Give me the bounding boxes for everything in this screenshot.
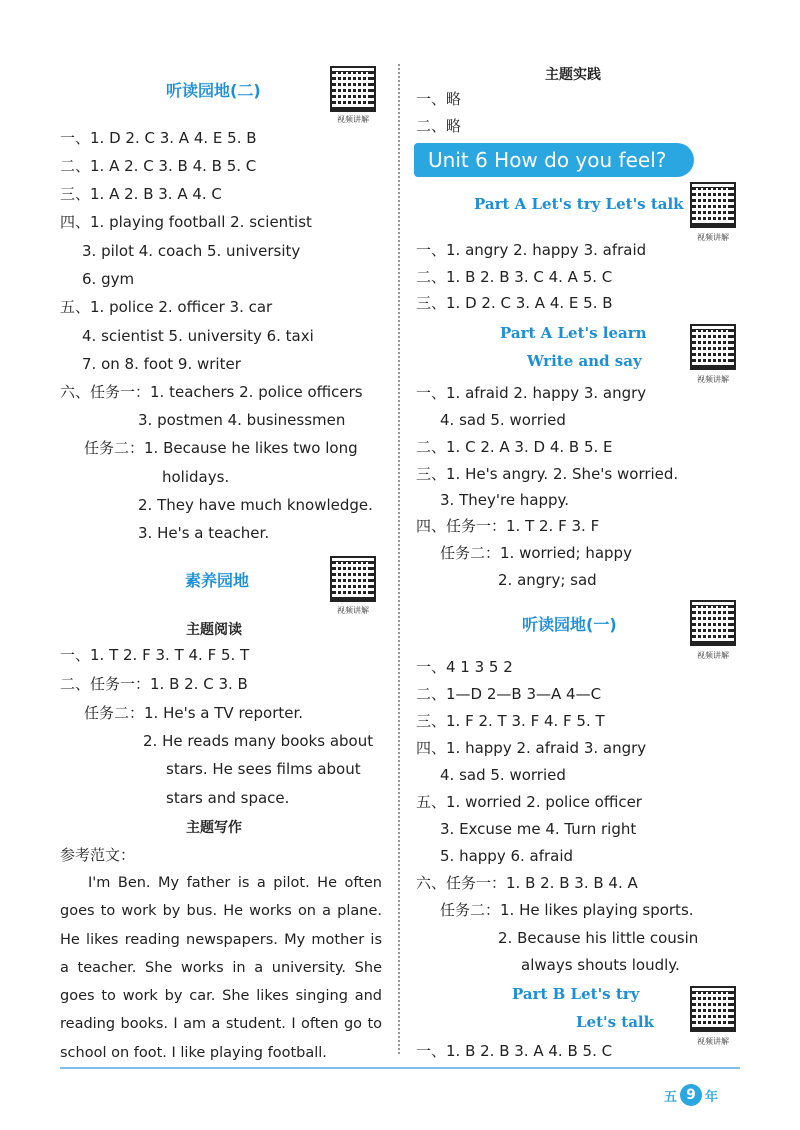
- answer-line: 六、任务一：1. teachers 2. police officers: [60, 383, 363, 401]
- qr-code-icon[interactable]: [690, 182, 736, 228]
- sample-label: 参考范文：: [60, 846, 136, 864]
- grade-label: 五: [664, 1089, 678, 1105]
- part-header: Part A Let's learn: [500, 324, 647, 342]
- answer-line: 5. happy 6. afraid: [440, 847, 574, 865]
- column-divider: [398, 64, 400, 1054]
- answer-line: 2. Because his little cousin: [498, 929, 699, 947]
- answer-line: 一、1. D 2. C 3. A 4. E 5. B: [60, 129, 257, 147]
- answer-line: holidays.: [162, 468, 230, 486]
- subheading-practice: 主题实践: [545, 67, 601, 83]
- answer-line: 四、任务一：1. T 2. F 3. F: [416, 517, 600, 535]
- qr-code-icon[interactable]: [690, 324, 736, 370]
- qr-code-icon[interactable]: [690, 986, 736, 1032]
- answer-line: 一、略: [416, 90, 462, 108]
- part-header: Let's talk: [576, 1013, 655, 1031]
- answer-line: 4. sad 5. worried: [440, 766, 566, 784]
- answer-line: 4. sad 5. worried: [440, 411, 566, 429]
- answer-line: 4. scientist 5. university 6. taxi: [82, 327, 314, 345]
- answer-line: 一、1. B 2. B 3. A 4. B 5. C: [416, 1042, 613, 1060]
- answer-line: 五、1. worried 2. police officer: [416, 793, 642, 811]
- qr-caption: 视频讲解: [697, 651, 729, 660]
- page-number: [664, 1083, 718, 1107]
- section-title-literacy: 素养园地: [185, 571, 250, 590]
- answer-line: 任务二：1. Because he likes two long: [84, 439, 358, 457]
- qr-code-icon[interactable]: [690, 600, 736, 646]
- answer-line: 6. gym: [82, 270, 135, 288]
- answer-line: stars and space.: [166, 789, 290, 807]
- answer-line: 二、1. B 2. B 3. C 4. A 5. C: [416, 268, 613, 286]
- part-header: Write and say: [527, 352, 642, 370]
- answer-line: 四、1. happy 2. afraid 3. angry: [416, 739, 647, 757]
- answer-line: 三、1. F 2. T 3. F 4. F 5. T: [416, 712, 605, 730]
- answer-line: 一、4 1 3 5 2: [416, 658, 513, 676]
- answer-line: 任务二：1. He's a TV reporter.: [84, 704, 304, 722]
- answer-line: 四、1. playing football 2. scientist: [60, 213, 312, 231]
- answer-line: 2. He reads many books about: [143, 732, 374, 750]
- answer-line: 3. He's a teacher.: [138, 524, 270, 542]
- answer-line: 二、1. A 2. C 3. B 4. B 5. C: [60, 157, 257, 175]
- answer-line: 任务二：1. worried; happy: [440, 544, 632, 562]
- part-header: Part B Let's try: [512, 985, 640, 1003]
- qr-caption: 视频讲解: [337, 115, 369, 124]
- answer-line: 3. Excuse me 4. Turn right: [440, 820, 637, 838]
- answer-line: stars. He sees films about: [166, 760, 361, 778]
- answer-line: 3. pilot 4. coach 5. university: [82, 242, 301, 260]
- answer-line: 三、1. He's angry. 2. She's worried.: [416, 465, 679, 483]
- answer-line: 任务二：1. He likes playing sports.: [440, 901, 694, 919]
- section-title-listening-2: 听读园地(二): [166, 81, 261, 100]
- answer-line: 一、1. angry 2. happy 3. afraid: [416, 241, 647, 259]
- answer-line: 一、1. T 2. F 3. T 4. F 5. T: [60, 646, 250, 664]
- answer-line: 2. angry; sad: [498, 571, 597, 589]
- answer-line: 二、任务一：1. B 2. C 3. B: [60, 675, 248, 693]
- answer-line: 五、1. police 2. officer 3. car: [60, 298, 273, 316]
- qr-caption: 视频讲解: [697, 1037, 729, 1046]
- answer-line: 3. postmen 4. businessmen: [138, 411, 346, 429]
- answer-line: 三、1. A 2. B 3. A 4. C: [60, 185, 222, 203]
- answer-line: 二、1—D 2—B 3—A 4—C: [416, 685, 602, 703]
- answer-line: 一、1. afraid 2. happy 3. angry: [416, 384, 647, 402]
- unit-banner: Unit 6 How do you feel?: [414, 143, 694, 177]
- answer-line: 二、略: [416, 117, 462, 135]
- answer-line: 六、任务一：1. B 2. B 3. B 4. A: [416, 874, 638, 892]
- answer-line: 二、1. C 2. A 3. D 4. B 5. E: [416, 438, 613, 456]
- page-number-value: 9: [680, 1084, 702, 1106]
- subheading-writing: 主题写作: [186, 820, 242, 836]
- answer-line: 7. on 8. foot 9. writer: [82, 355, 241, 373]
- qr-code-icon[interactable]: [330, 66, 376, 112]
- qr-caption: 视频讲解: [337, 606, 369, 615]
- section-title-listening-1: 听读园地(一): [522, 615, 617, 634]
- grade-suffix: 年: [705, 1089, 719, 1105]
- answer-line: 三、1. D 2. C 3. A 4. E 5. B: [416, 294, 613, 312]
- qr-caption: 视频讲解: [697, 233, 729, 242]
- qr-code-icon[interactable]: [330, 556, 376, 602]
- part-header: Part A Let's try Let's talk: [474, 195, 684, 213]
- answer-line: 3. They're happy.: [440, 491, 570, 509]
- subheading-reading: 主题阅读: [186, 622, 242, 638]
- sample-essay: I'm Ben. My father is a pilot. He often goes to work by bus. He works on a plane. He likes reading newspapers. My mother is a teacher. She works in a university. She goes to work by car. She likes singing and reading books. I am a student. I often go to school on foot. I like playing football.: [60, 875, 382, 1061]
- qr-caption: 视频讲解: [697, 375, 729, 384]
- footer-rule: [60, 1067, 740, 1069]
- answer-line: always shouts loudly.: [521, 956, 680, 974]
- answer-line: 2. They have much knowledge.: [138, 496, 373, 514]
